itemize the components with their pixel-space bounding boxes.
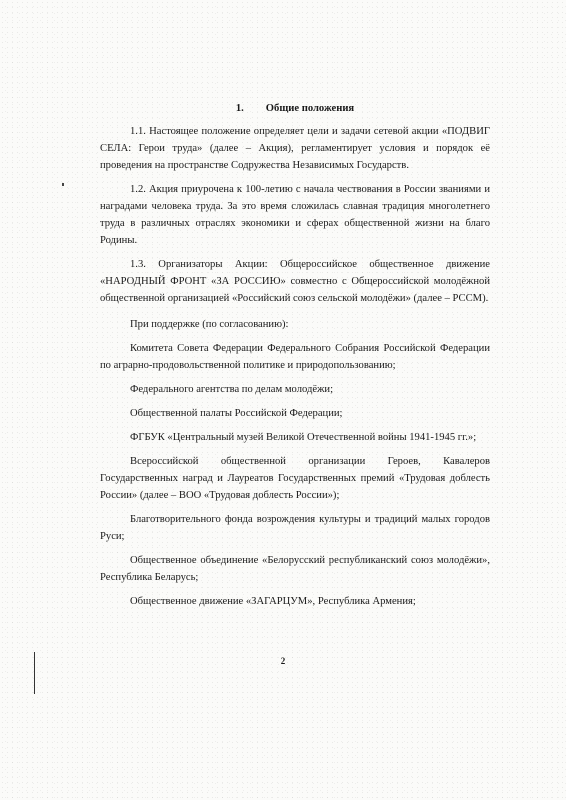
paragraph-1-2: 1.2. Акция приурочена к 100-летию с начала чествования в России званиями и наградами человека труда. За это время сложилась славная традиция многолетнего труда в различных отраслях экономики и сферах общественной жизни на благо Родины. [100, 184, 490, 246]
support-intro: При поддержке (по согласованию): [130, 319, 289, 330]
support-item-belarus-youth-union: Общественное объединение «Белорусский республиканский союз молодёжи», Республика Беларусь; [100, 555, 490, 583]
support-item-federation-council: Комитета Совета Федерации Федерального Собрания Российской Федерации по аграрно-продовольственной политике и природопользованию; [100, 343, 490, 371]
support-item-war-museum: ФГБУК «Центральный музей Великой Отечественной войны 1941-1945 гг.»; [130, 432, 477, 443]
page-number: 2 [280, 656, 286, 666]
paragraph-1-3: 1.3. Организаторы Акции: Общероссийское общественное движение «НАРОДНЫЙ ФРОНТ «ЗА РОССИЮ» совместно с Общероссийской молодёжной общественной организацией «Российский союз сельской молодёжи» (далее – РССМ). [100, 259, 490, 304]
support-item-zagartsum: Общественное движение «ЗАГАРЦУМ», Республика Армения; [130, 596, 416, 607]
scan-speck [62, 183, 64, 186]
support-item-public-chamber: Общественной палаты Российской Федерации; [130, 408, 343, 419]
support-item-youth-agency: Федерального агентства по делам молодёжи; [130, 384, 334, 395]
paragraph-1-1: 1.1. Настоящее положение определяет цели и задачи сетевой акции «ПОДВИГ СЕЛА: Герои труда» (далее – Акция), регламентирует условия и порядок её проведения на пространстве Содружества Независимых Государств. [100, 126, 490, 171]
document-body [100, 100, 490, 617]
support-item-labor-valor: Всероссийской общественной организации Героев, Кавалеров Государственных наград и Лауреатов Государственных премий «Трудовая доблесть России» (далее – ВОО «Трудовая доблесть России»); [100, 456, 490, 501]
support-item-charity-fund: Благотворительного фонда возрождения культуры и традиций малых городов Руси; [100, 514, 490, 542]
section-number: 1. [235, 103, 244, 114]
section-title: Общие положения [265, 103, 355, 114]
section-heading [100, 100, 490, 117]
